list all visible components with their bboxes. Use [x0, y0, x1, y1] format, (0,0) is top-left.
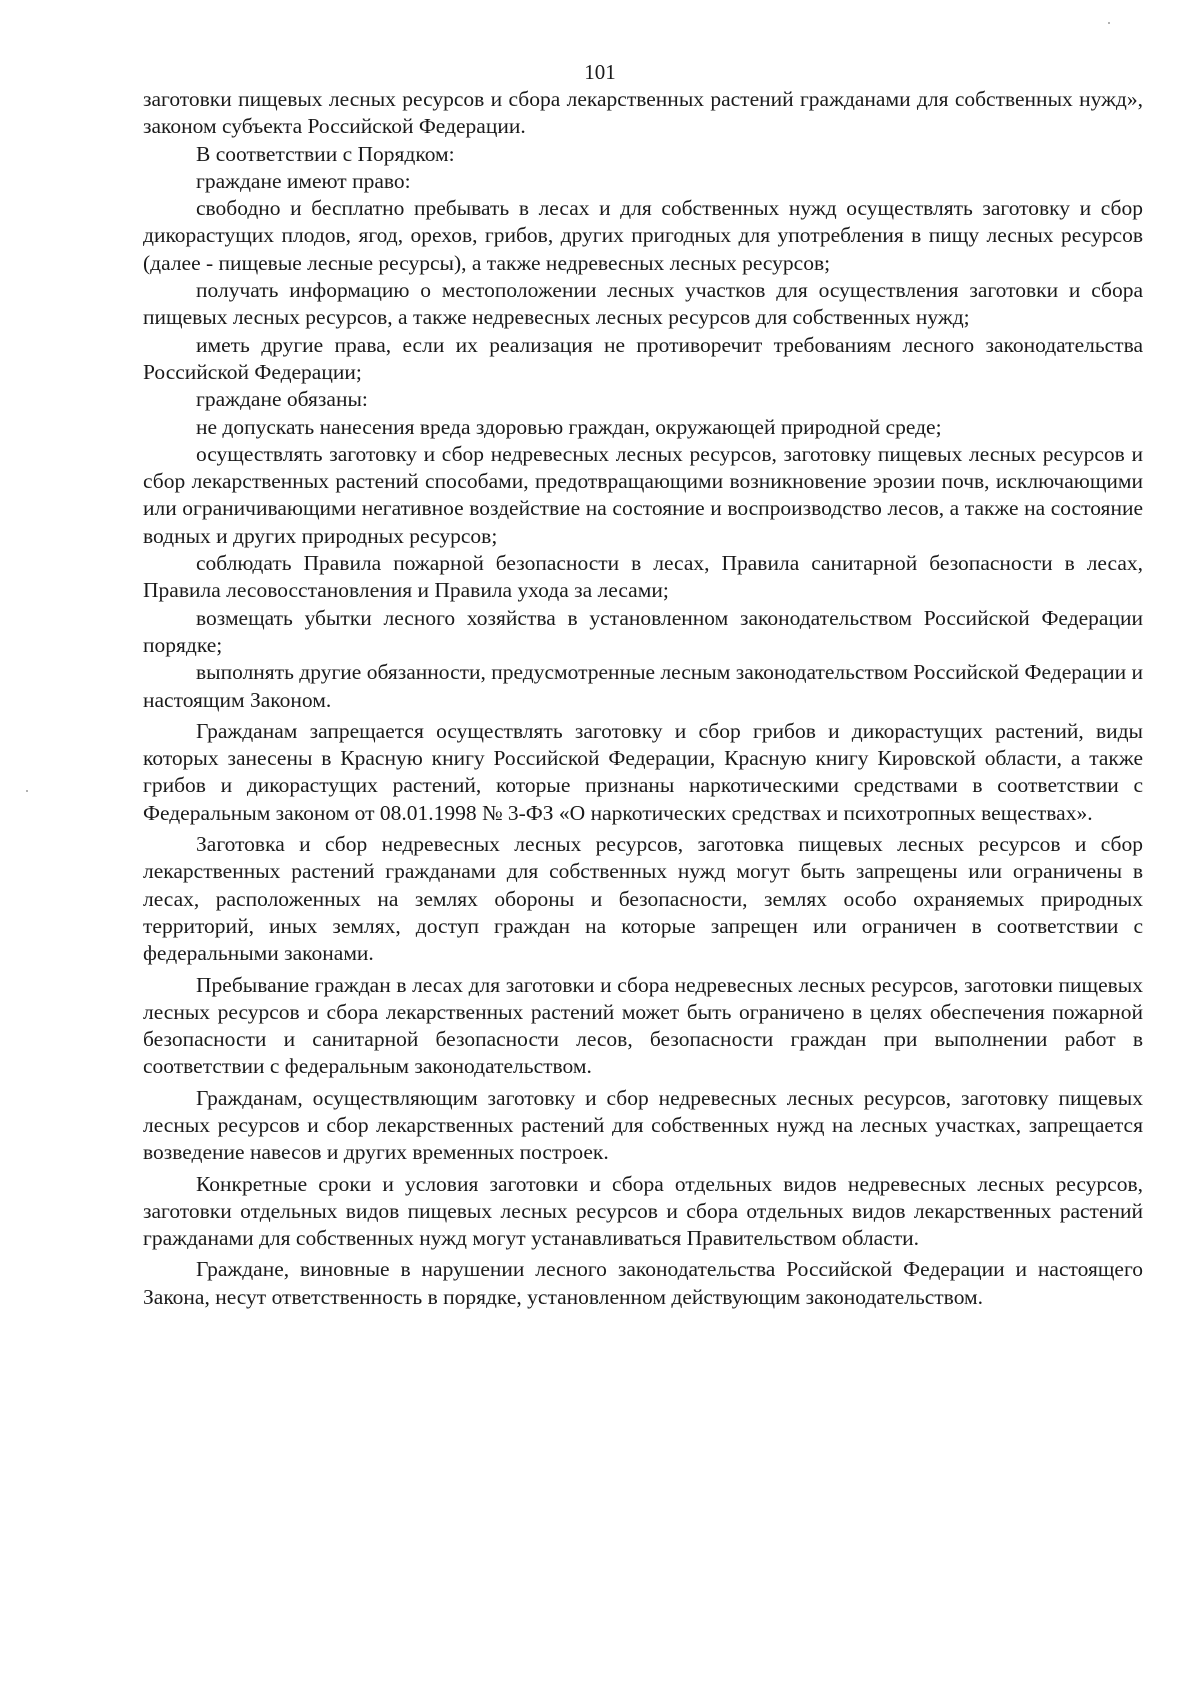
- paragraph-duty-2: осуществлять заготовку и сбор недревесных лесных ресурсов, заготовку пищевых лесных ресурсов и сбор лекарственных растений способами, предотвращающими возникновение эрозии почв, исключающими или ограничивающими негативное воздействие на состояние и воспроизводство лесов, а также на состояние водных и других природных ресурсов;: [143, 441, 1143, 548]
- paragraph-restricted-lands: Заготовка и сбор недревесных лесных ресурсов, заготовка пищевых лесных ресурсов и сбор лекарственных растений гражданами для собственных нужд могут быть запрещены или ограничены в лесах, расположенных на землях обороны и безопасности, землях особо охраняемых природных территорий, иных землях, доступ граждан на которые запрещен или ограничен в соответствии с федеральными законами.: [143, 832, 1143, 966]
- paragraph-duty-3: соблюдать Правила пожарной безопасности в лесах, Правила санитарной безопасности в лесах, Правила лесовосстановления и Правила ухода за лесами;: [143, 551, 1143, 603]
- paragraph-rights-heading: граждане имеют право:: [196, 168, 411, 193]
- paragraph-duty-5: выполнять другие обязанности, предусмотренные лесным законодательством Российской Федерации и настоящим Законом.: [143, 660, 1143, 712]
- document-body: [143, 86, 1143, 1311]
- scan-speck: [26, 790, 28, 792]
- paragraph-stay-limits: Пребывание граждан в лесах для заготовки и сбора недревесных лесных ресурсов, заготовки пищевых лесных ресурсов и сбора лекарственных растений может быть ограничено в целях обеспечения пожарной безопасности и санитарной безопасности лесов, безопасности граждан при выполнении работ в соответствии с федеральным законодательством.: [143, 972, 1143, 1079]
- paragraph-right-1: свободно и бесплатно пребывать в лесах и для собственных нужд осуществлять заготовку и сбор дикорастущих плодов, ягод, орехов, грибов, других пригодных для употребления в пищу лесных ресурсов (далее - пищевые лесные ресурсы), а также недревесных лесных ресурсов;: [143, 196, 1143, 275]
- paragraph-no-structures: Гражданам, осуществляющим заготовку и сбор недревесных лесных ресурсов, заготовку пищевых лесных ресурсов и сбор лекарственных растений для собственных нужд на лесных участках, запрещается возведение навесов и других временных построек.: [143, 1085, 1143, 1165]
- scan-speck: [1108, 22, 1110, 24]
- paragraph-liability: Граждане, виновные в нарушении лесного законодательства Российской Федерации и настоящего Закона, несут ответственность в порядке, установленном действующим законодательством.: [143, 1257, 1143, 1309]
- page-number: 101: [584, 60, 616, 84]
- paragraph-right-2: получать информацию о местоположении лесных участков для осуществления заготовки и сбора пищевых лесных ресурсов, а также недревесных лесных ресурсов для собственных нужд;: [143, 278, 1143, 330]
- paragraph-duty-4: возмещать убытки лесного хозяйства в установленном законодательством Российской Федерации порядке;: [143, 605, 1143, 657]
- paragraph-duties-heading: граждане обязаны:: [196, 387, 368, 412]
- paragraph-prohibition: Гражданам запрещается осуществлять заготовку и сбор грибов и дикорастущих растений, виды которых занесены в Красную книгу Российской Федерации, Красную книгу Кировской области, а также грибов и дикорастущих растений, которые признаны наркотическими средствами в соответствии с Федеральным законом от 08.01.1998 № 3-ФЗ «О наркотических средствах и психотропных веществах».: [143, 718, 1143, 825]
- paragraph-intro: В соответствии с Порядком:: [196, 141, 455, 166]
- paragraph-right-3: иметь другие права, если их реализация не противоречит требованиям лесного законодательства Российской Федерации;: [143, 332, 1143, 384]
- paragraph-continuation: заготовки пищевых лесных ресурсов и сбора лекарственных растений гражданами для собственных нужд», законом субъекта Российской Федерации.: [143, 87, 1143, 139]
- paragraph-terms: Конкретные сроки и условия заготовки и сбора отдельных видов недревесных лесных ресурсов, заготовки отдельных видов пищевых лесных ресурсов и сбора отдельных видов лекарственных растений гражданами для собственных нужд могут устанавливаться Правительством области.: [143, 1171, 1143, 1251]
- paragraph-duty-1: не допускать нанесения вреда здоровью граждан, окружающей природной среде;: [196, 414, 942, 439]
